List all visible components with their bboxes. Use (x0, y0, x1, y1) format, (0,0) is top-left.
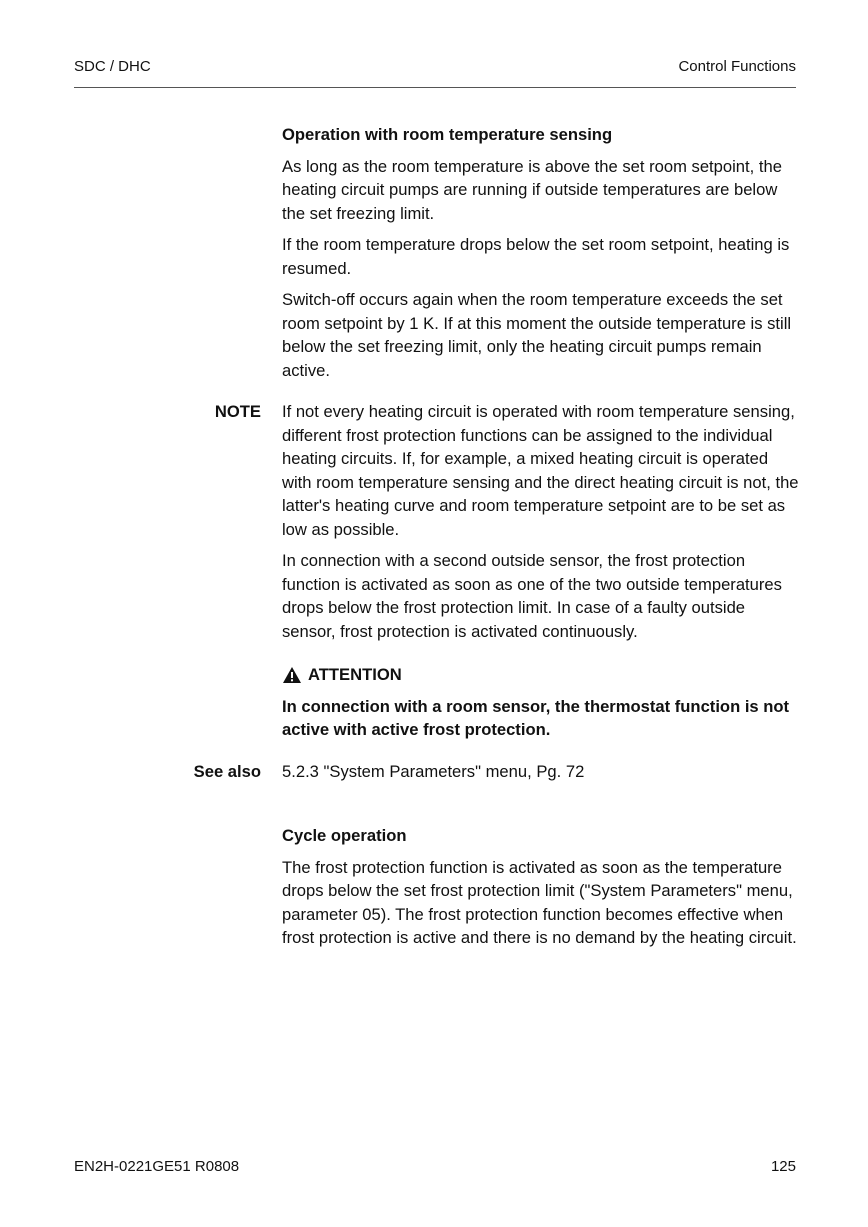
warning-triangle-icon (282, 666, 302, 684)
paragraph: If the room temperature drops below the set room setpoint, heating is resumed. (282, 235, 790, 278)
header-product: SDC / DHC (74, 58, 151, 75)
see-also-block (193, 760, 802, 784)
page-number: 125 (770, 1158, 796, 1175)
section-heading: Operation with room temperature sensing (282, 125, 613, 144)
attention-title: ATTENTION (308, 665, 402, 684)
note-label: NOTE (214, 402, 261, 421)
paragraph: Switch-off occurs again when the room temperature exceeds the set room setpoint by 1 K. If at this moment the outside temperature is still below the set freezing limit, only the heating circuit pumps remain active. (282, 290, 792, 380)
note-block (214, 400, 802, 643)
see-also-reference[interactable]: 5.2.3 "System Parameters" menu, Pg. 72 (282, 761, 585, 781)
section-room-temperature (282, 123, 802, 382)
attention-title-row (282, 663, 802, 687)
attention-body: In connection with a room sensor, the thermostat function is not active with active frost protection. (282, 696, 790, 739)
page-header (74, 58, 796, 88)
main-content (193, 123, 802, 958)
attention-block (282, 663, 802, 742)
see-also-label: See also (193, 761, 261, 781)
note-paragraph: If not every heating circuit is operated with room temperature sensing, different frost protection functions can be assigned to the individual heating circuits. If, for example, a mixed heating circuit is operated with room temperature sensing and the direct heating circuit is not, the latter's heating curve and room temperature setpoint are to be set as low as possible. (282, 402, 799, 539)
paragraph: As long as the room temperature is above the set room setpoint, the heating circuit pumps are running if outside temperatures are below the set freezing limit. (282, 156, 782, 223)
section-cycle-operation (282, 824, 802, 950)
section-heading: Cycle operation (282, 826, 407, 845)
document-code: EN2H-0221GE51 R0808 (74, 1158, 240, 1175)
header-chapter: Control Functions (678, 58, 796, 75)
paragraph: The frost protection function is activated as soon as the temperature drops below the set frost protection limit ("System Parameters" menu, parameter 05). The frost protection function becomes effective when frost protection is active and there is no demand by the heating circuit. (282, 857, 797, 947)
note-paragraph: In connection with a second outside sensor, the frost protection function is activated as soon as one of the two outside temperatures drops below the frost protection limit. In case of a faulty outside sensor, frost protection is activated continuously. (282, 551, 782, 641)
